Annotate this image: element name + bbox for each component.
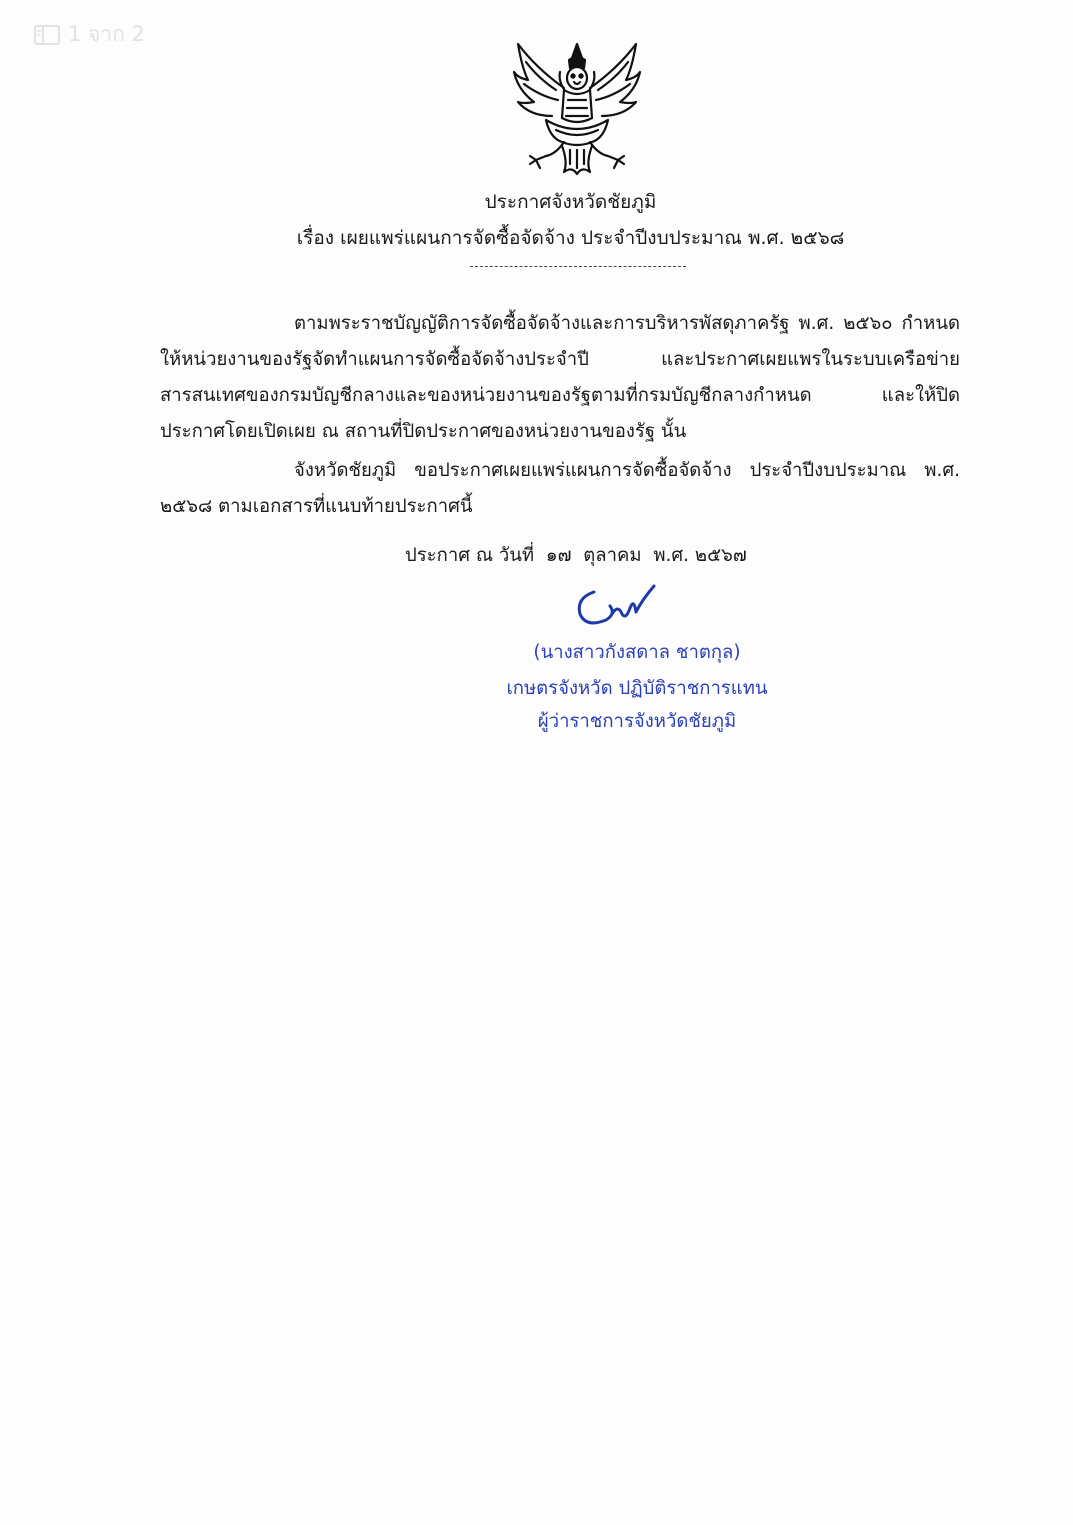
announcement-date: ประกาศ ณ วันที่ ๑๗ ตุลาคม พ.ศ. ๒๕๖๗ [405, 545, 747, 566]
paragraph-2 [160, 453, 960, 525]
page-indicator-text: 1 จาก 2 [68, 22, 145, 46]
sidebar-toggle-icon [34, 25, 60, 45]
signer-position-governor: ผู้ว่าราชการจังหวัดชัยภูมิ [537, 711, 737, 732]
announcer-title: ประกาศจังหวัดชัยภูมิ [484, 191, 657, 213]
handwritten-signature [572, 580, 682, 630]
garuda-emblem [506, 38, 648, 178]
paragraph-1-text: ตามพระราชบัญญัติการจัดซื้อจัดจ้างและการบริหารพัสดุภาครัฐ พ.ศ. ๒๕๖๐ กำหนดให้หน่วยงานของรัฐจัดทำแผนการจัดซื้อจัดจ้างประจำปี และประกาศเผยแพรในระบบเครือข่ายสารสนเทศของกรมบัญชีกลางและของหน่วยงานของรัฐตามที่กรมบัญชีกลางกำหนด และให้ปิดประกาศโดยเปิดเผย ณ สถานที่ปิดประกาศของหน่วยงานของรัฐ นั้น [160, 313, 960, 442]
signer-name: (นางสาวกังสดาล ชาตกุล) [533, 642, 741, 663]
title-separator [470, 266, 686, 267]
page-indicator[interactable] [34, 18, 145, 51]
subject-line: เรื่อง เผยแพร่แผนการจัดซื้อจัดจ้าง ประจำปีงบประมาณ พ.ศ. ๒๕๖๘ [296, 227, 845, 249]
paragraph-2-text: จังหวัดชัยภูมิ ขอประกาศเผยแพร่แผนการจัดซื้อจัดจ้าง ประจำปีงบประมาณ พ.ศ. ๒๕๖๘ ตามเอกสารที่แนบท้ายประกาศนี้ [160, 460, 960, 517]
paragraph-1 [160, 306, 960, 450]
signer-position: เกษตรจังหวัด ปฏิบัติราชการแทน [506, 678, 768, 699]
